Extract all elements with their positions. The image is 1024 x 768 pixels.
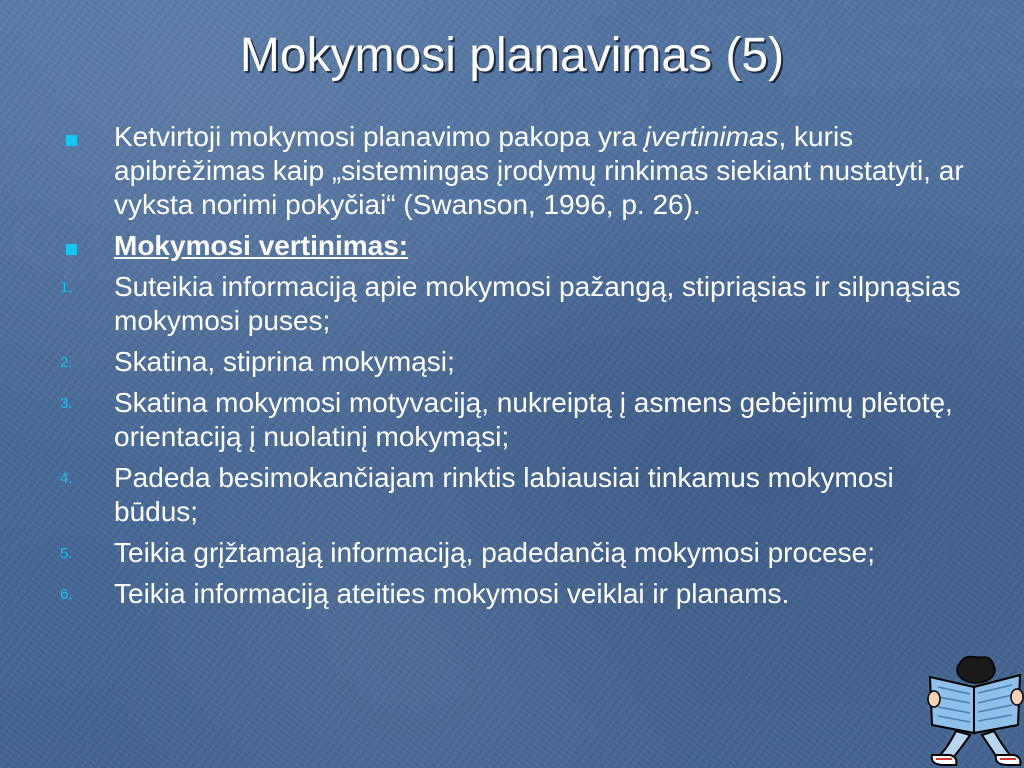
numbered-item bbox=[58, 386, 968, 454]
definition-term: įvertinimas bbox=[644, 121, 779, 152]
item-number: 6. bbox=[60, 586, 73, 603]
item-number: 3. bbox=[60, 395, 73, 412]
item-text: Skatina mokymosi motyvaciją, nukreiptą į asmens gebėjimų plėtotę, orientaciją į nuolatinį mokymąsi; bbox=[114, 387, 953, 452]
slide-title: Mokymosi planavimas (5) bbox=[239, 29, 785, 82]
item-text: Suteikia informaciją apie mokymosi pažangą, stipriąsias ir silpnąsias mokymosi puses; bbox=[114, 271, 961, 336]
square-bullet-icon bbox=[66, 244, 77, 255]
numbered-item bbox=[58, 270, 968, 338]
item-text: Teikia informaciją ateities mokymosi veiklai ir planams. bbox=[114, 578, 790, 609]
item-number: 5. bbox=[60, 545, 73, 562]
item-text: Padeda besimokančiajam rinktis labiausiai tinkamus mokymosi būdus; bbox=[114, 462, 894, 527]
numbered-item bbox=[58, 577, 968, 611]
numbered-item bbox=[58, 461, 968, 529]
item-text: Teikia grįžtamąją informaciją, padedančią mokymosi procese; bbox=[114, 537, 876, 568]
numbered-item bbox=[58, 536, 968, 570]
child-reading-book-icon bbox=[926, 655, 1024, 768]
item-text: Skatina, stiprina mokymąsi; bbox=[114, 346, 455, 377]
numbered-item bbox=[58, 345, 968, 379]
slide-content bbox=[58, 120, 968, 618]
square-bullet-icon bbox=[66, 135, 77, 146]
item-number: 4. bbox=[60, 470, 73, 487]
item-number: 2. bbox=[60, 354, 73, 371]
bullet-item-heading bbox=[58, 229, 968, 263]
definition-text-end: , kuris apibrėžimas kaip „sistemingas įrodymų rinkimas siekiant nustatyti, ar vyksta norimi pokyčiai“ (Swanson, 1996, p. 26). bbox=[114, 121, 964, 220]
section-heading: Mokymosi vertinimas: bbox=[114, 230, 409, 261]
item-number: 1. bbox=[60, 279, 73, 296]
bullet-item-definition bbox=[58, 120, 968, 222]
definition-text-start: Ketvirtoji mokymosi planavimo pakopa yra bbox=[114, 121, 645, 152]
